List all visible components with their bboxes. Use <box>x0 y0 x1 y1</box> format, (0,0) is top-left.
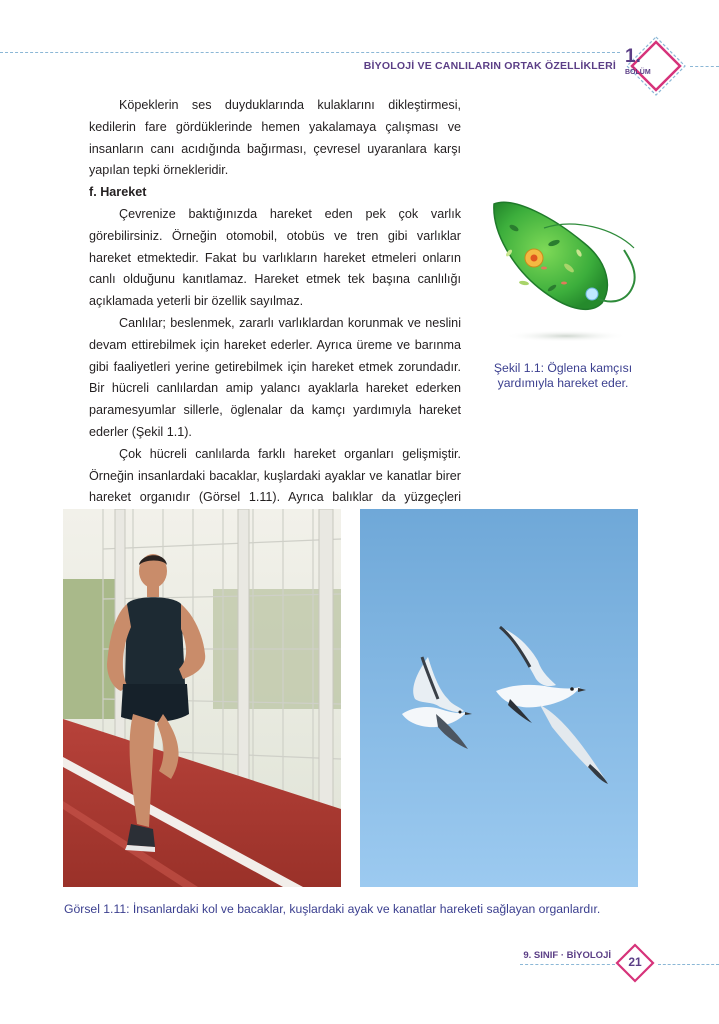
footer-text: 9. SINIF · BİYOLOJİ <box>523 950 611 961</box>
header-dashed-line-right <box>690 66 719 67</box>
header-dashed-line <box>0 52 620 53</box>
chapter-label: BÖLÜM <box>625 69 651 76</box>
footer-dashed-line <box>520 964 615 965</box>
page-number-badge <box>615 943 655 983</box>
seagulls-photo <box>360 509 638 887</box>
figure-small-caption: Şekil 1.1: Öglena kamçısı yardımıyla hareket eder. <box>493 361 633 390</box>
chapter-number: 1. <box>625 46 641 67</box>
euglena-illustration <box>484 188 644 348</box>
section-heading: f. Hareket <box>89 185 147 200</box>
header-title: BİYOLOJİ VE CANLILARIN ORTAK ÖZELLİKLERİ <box>363 60 616 72</box>
paragraph-3: Canlılar; beslenmek, zararlı varlıklardan korunmak ve neslini devam ettirebilmek için hareket ederler. Ayrıca üreme ve barınma gibi faaliyetleri yerine getirebilmek için hareket etmek zorundadır. Bir hücreli canlılardan amip yalancı ayaklarla hareket ederken paramesyumlar sillerle, öglenalar da kamçı yardımıyla hareket ederler (Şekil 1.1). <box>89 315 461 439</box>
figure-main-caption: Görsel 1.11: İnsanlardaki kol ve bacaklar, kuşlardaki ayak ve kanatlar hareketi sağlayan organlardır. <box>64 902 601 916</box>
body-text <box>89 95 461 531</box>
runner-photo <box>63 509 341 887</box>
paragraph-4: Çok hücreli canlılarda farklı hareket organları gelişmiştir. Örneğin insanlardaki bacaklar, kuşlardaki ayaklar ve kanatlar birer hareket organıdır (Görsel 1.11). Ayrıca balıklar da yüzgeçleri <box>89 446 461 505</box>
footer-dashed-line-right <box>658 964 719 965</box>
page-number: 21 <box>628 955 642 969</box>
chapter-badge <box>625 35 687 97</box>
paragraph-2: Çevrenize baktığınızda hareket eden pek çok varlık görebilirsiniz. Örneğin otomobil, otobüs ve tren gibi varlıklar hareket etmektedir. Fakat bu varlıkların hareket etmeleri onların canlı olduğunu kanıtlamaz. Hareket etmek tek başına canlılığı açıklamada yeterli bir özellik sayılmaz. <box>89 206 461 309</box>
paragraph-1: Köpeklerin ses duyduklarında kulaklarını dikleştirmesi, kedilerin fare gördüklerinde hemen yakalamaya çalışması ve insanların canı acıdığında bağırması, çevresel uyaranlara karşı yapılan tepki örnekleridir. <box>89 98 461 178</box>
